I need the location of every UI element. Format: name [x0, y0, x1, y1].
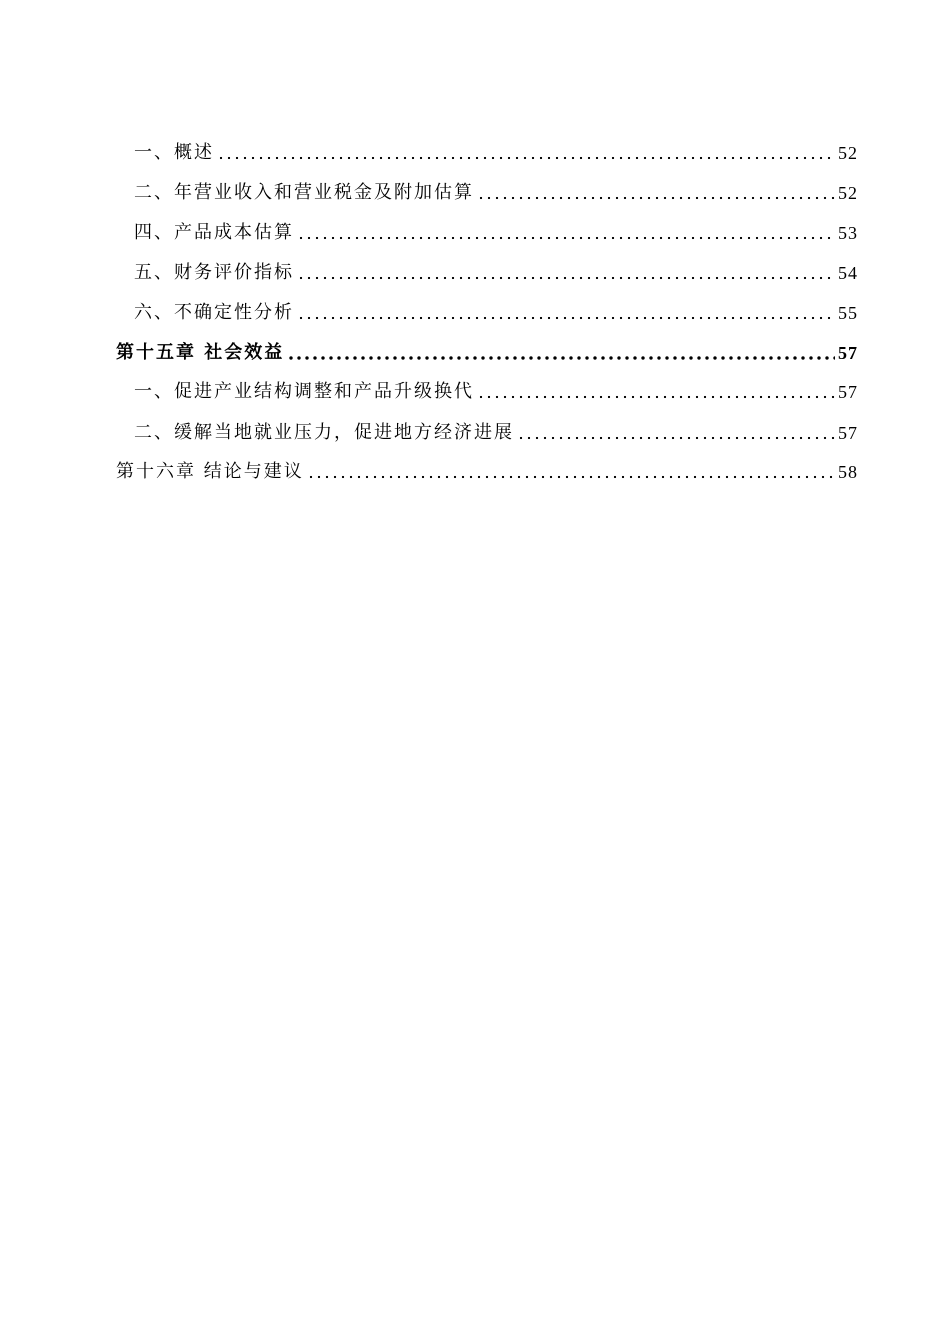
toc-dot-leader: [307, 475, 835, 479]
toc-page-number: 54: [838, 263, 858, 283]
toc-dot-leader: [297, 316, 835, 320]
toc-entry-product-cost-estimate[interactable]: [134, 218, 858, 244]
toc-dot-leader: [477, 196, 835, 200]
toc-entry-label: 六、不确定性分析: [134, 302, 294, 323]
toc-entry-label: 二、缓解当地就业压力，促进地方经济进展: [134, 422, 514, 443]
toc-entry-financial-indicators[interactable]: [134, 258, 858, 284]
toc-entry-label: 四、产品成本估算: [134, 222, 294, 243]
toc-entry-label: 一、促进产业结构调整和产品升级换代: [134, 381, 474, 402]
toc-page-number: 55: [838, 303, 858, 323]
toc-entry-label: 二、年营业收入和营业税金及附加估算: [134, 182, 474, 203]
toc-dot-leader: [217, 156, 835, 160]
toc-dot-leader: [287, 355, 835, 360]
toc-entry-chapter-16[interactable]: [116, 457, 858, 483]
toc-page-number: 57: [838, 423, 858, 443]
toc-page-number: 53: [838, 223, 858, 243]
toc-entry-label: 一、概述: [134, 142, 214, 163]
toc-dot-leader: [477, 395, 835, 399]
toc-dot-leader: [517, 436, 835, 440]
toc-page-number: 58: [838, 462, 858, 482]
toc-entry-chapter-15[interactable]: [116, 338, 858, 364]
toc-entry-revenue-tax-estimate[interactable]: [134, 178, 858, 204]
toc-entry-overview[interactable]: [134, 138, 858, 164]
toc-page-number: 57: [838, 382, 858, 402]
toc-dot-leader: [297, 236, 835, 240]
toc-entry-uncertainty-analysis[interactable]: [134, 298, 858, 324]
toc-page-number: 52: [838, 183, 858, 203]
toc-page-number: 57: [838, 343, 858, 363]
toc-entry-employment-economy[interactable]: [134, 418, 858, 444]
toc-dot-leader: [297, 276, 835, 280]
toc-entry-label: 第十六章 结论与建议: [116, 461, 304, 482]
toc-entry-industrial-upgrade[interactable]: [134, 377, 858, 403]
toc-entry-label: 五、财务评价指标: [134, 262, 294, 283]
toc-entry-label: 第十五章 社会效益: [116, 342, 285, 363]
toc-page-number: 52: [838, 143, 858, 163]
